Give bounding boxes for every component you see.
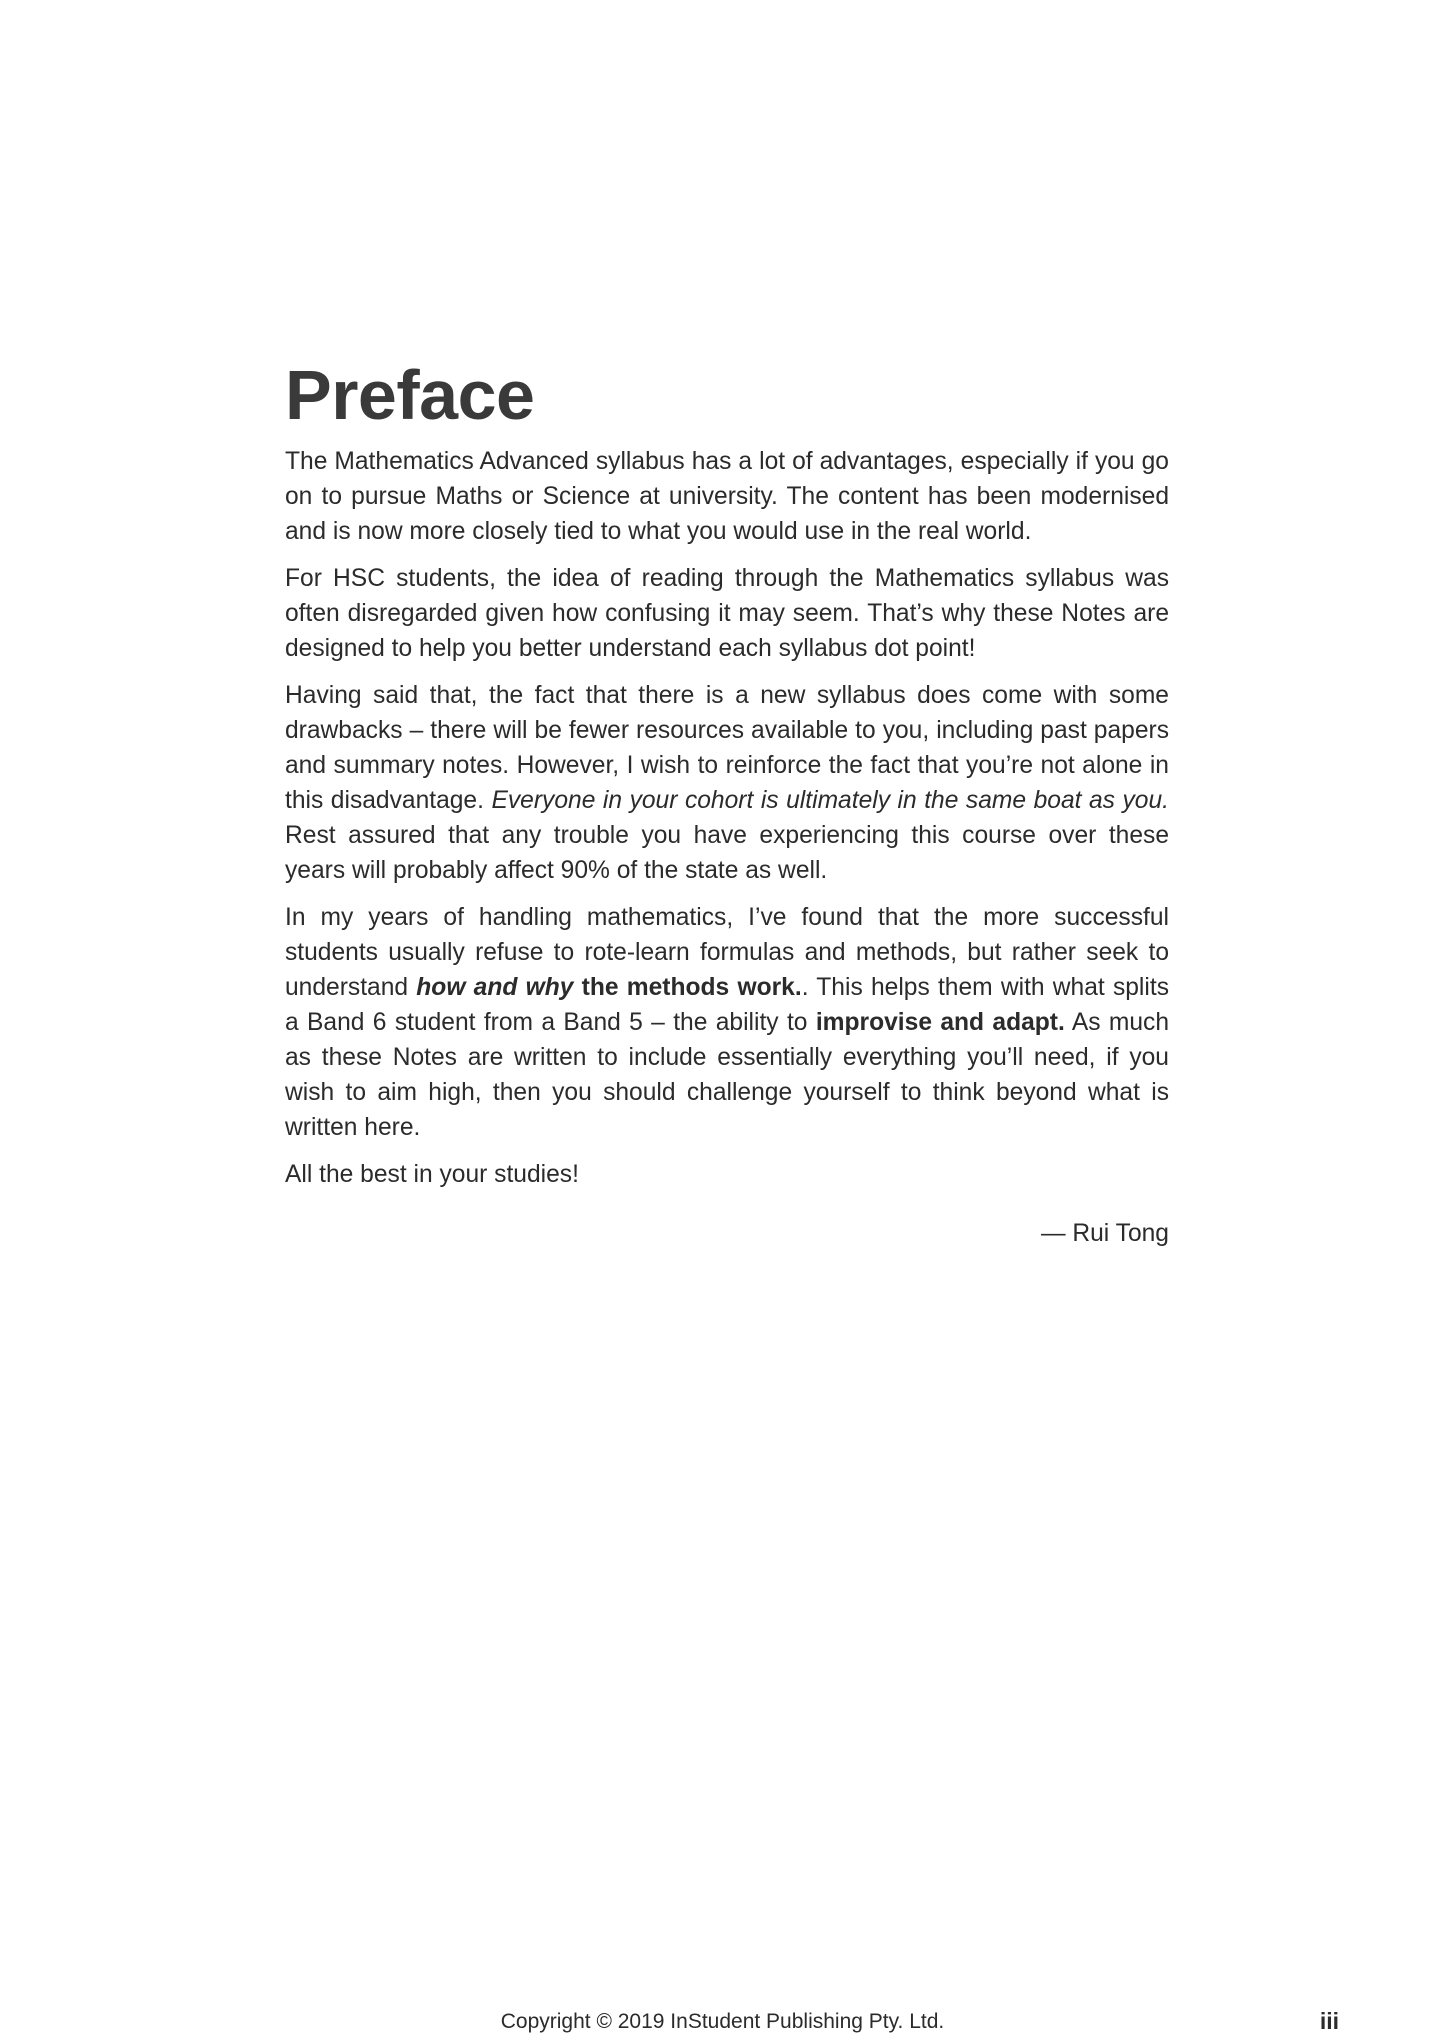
paragraph-3-text-a: Having said that, the fact that there is a new syllabus does come with some drawbacks – there will be fewer resources available to you, including past papers and summary notes. However, I wish to reinforce the fact that you’re not alone in this disadvantage. xyxy=(285,682,1169,814)
paragraph-2: For HSC students, the idea of reading through the Mathematics syllabus was often disregarded given how confusing it may seem. That’s why these Notes are designed to help you better understand each syllabus dot point! xyxy=(285,565,1169,662)
paragraph-4 xyxy=(285,900,1169,1145)
paragraph-4-text-b: . This helps them with what splits a Band 6 student from a Band 5 – the ability to xyxy=(285,974,1169,1036)
paragraph-1: The Mathematics Advanced syllabus has a lot of advantages, especially if you go on to pursue Maths or Science at university. The content has been modernised and is now more closely tied to what you would use in the real world. xyxy=(285,448,1169,545)
paragraph-5: All the best in your studies! xyxy=(285,1161,579,1188)
paragraph-4-bold-italic: how and why xyxy=(416,974,574,1001)
paragraph-3-emphasis: Everyone in your cohort is ultimately in the same boat as you. xyxy=(491,787,1169,814)
copyright-notice: Copyright © 2019 InStudent Publishing Pty. Ltd. xyxy=(500,2010,945,2033)
preface-content xyxy=(285,356,1169,1251)
page-number: iii xyxy=(1319,2008,1339,2034)
page-title: Preface xyxy=(285,356,535,434)
signature: — Rui Tong xyxy=(1040,1220,1169,1247)
paragraph-3 xyxy=(285,678,1169,888)
paragraph-3-text-b: Rest assured that any trouble you have experiencing this course over these years will probably affect 90% of the state as well. xyxy=(285,822,1169,884)
paragraph-4-bold-text: the methods work. xyxy=(573,974,802,1001)
paragraph-4-text-c: As much as these Notes are written to include essentially everything you’ll need, if you wish to aim high, then you should challenge yourself to think beyond what is written here. xyxy=(285,1009,1169,1141)
paragraph-4-bold-emphasis xyxy=(416,974,801,1001)
paragraph-4-bold-2: improvise and adapt. xyxy=(815,1009,1065,1036)
paragraph-4-text-a: In my years of handling mathematics, I’ve found that the more successful students usually refuse to rote-learn formulas and methods, but rather seek to understand xyxy=(285,904,1169,1001)
